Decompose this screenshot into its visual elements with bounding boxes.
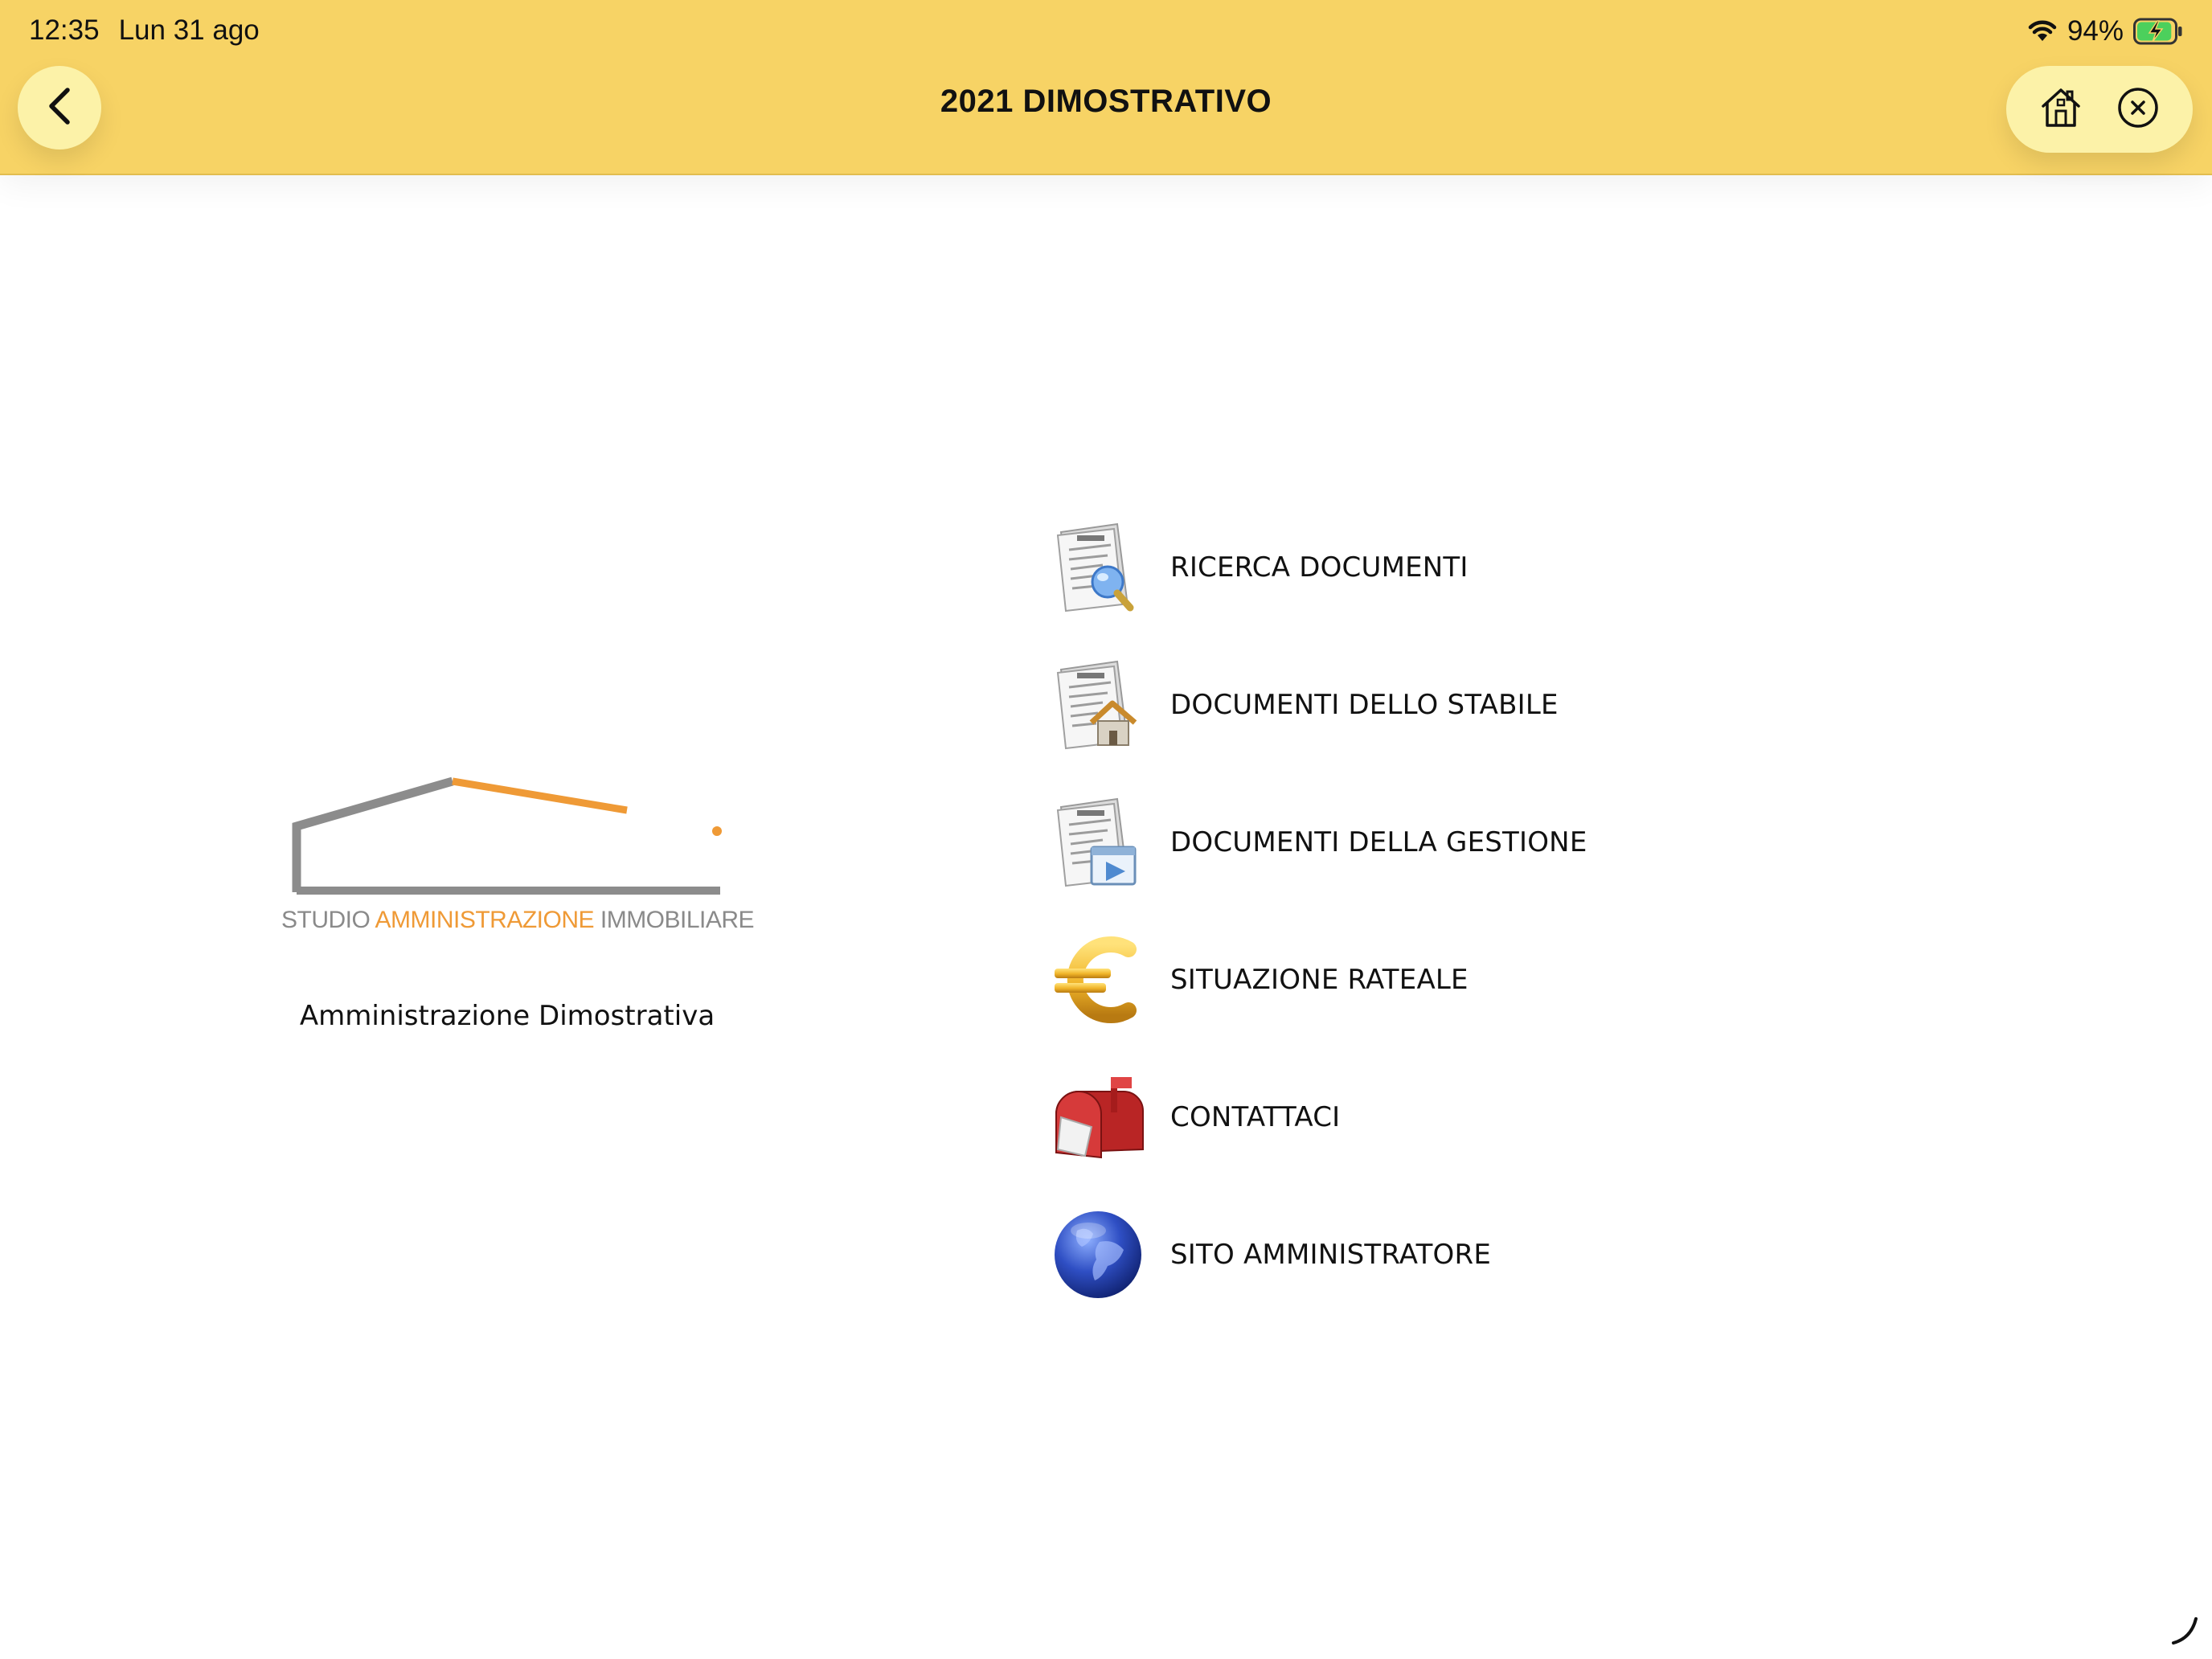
home-button[interactable] [2029, 77, 2093, 141]
wifi-icon [2027, 19, 2058, 43]
status-indicators [2027, 13, 2183, 50]
document-house-icon [1050, 657, 1146, 753]
header-bar [0, 0, 2212, 175]
document-search-icon [1050, 519, 1146, 616]
status-date: Lun 31 ago [118, 14, 260, 46]
status-clock: 12:35 [29, 14, 100, 46]
menu-item-label: DOCUMENTI DELLA GESTIONE [1170, 825, 1587, 858]
home-icon [2038, 85, 2083, 133]
header-actions [2006, 66, 2193, 153]
menu-item-label: DOCUMENTI DELLO STABILE [1170, 688, 1559, 721]
logo-text [281, 907, 755, 934]
menu-item-documenti-stabile[interactable] [1050, 636, 1854, 773]
document-calendar-icon [1050, 794, 1146, 891]
globe-icon [1050, 1206, 1146, 1303]
close-circle-icon [2116, 86, 2160, 133]
logo-house-graphic [281, 772, 733, 900]
logo-text-studio: STUDIO [281, 907, 375, 933]
mailbox-icon [1050, 1069, 1146, 1165]
organization-name: Amministrazione Dimostrativa [299, 1000, 715, 1032]
close-button[interactable] [2106, 77, 2170, 141]
menu-item-label: SITO AMMINISTRATORE [1170, 1238, 1492, 1271]
status-time [29, 14, 279, 47]
euro-icon [1050, 932, 1146, 1028]
menu-item-situazione-rateale[interactable] [1050, 911, 1854, 1048]
logo-text-immobiliare: IMMOBILIARE [594, 907, 755, 933]
menu-item-label: CONTATTACI [1170, 1100, 1341, 1133]
menu-item-contattaci[interactable] [1050, 1048, 1854, 1186]
logo-text-amministrazione: AMMINISTRAZIONE [375, 907, 595, 933]
page-title: 2021 DIMOSTRATIVO [940, 84, 1272, 119]
battery-percent: 94% [2067, 15, 2124, 47]
studio-logo [281, 772, 755, 933]
main-menu [1050, 498, 1854, 1323]
menu-item-label: RICERCA DOCUMENTI [1170, 551, 1469, 584]
menu-item-documenti-gestione[interactable] [1050, 773, 1854, 911]
menu-item-ricerca-documenti[interactable] [1050, 498, 1854, 636]
menu-item-sito-amministratore[interactable] [1050, 1186, 1854, 1323]
resize-handle-icon [2169, 1614, 2201, 1646]
menu-item-label: SITUAZIONE RATEALE [1170, 963, 1469, 996]
battery-charging-icon [2133, 18, 2183, 45]
